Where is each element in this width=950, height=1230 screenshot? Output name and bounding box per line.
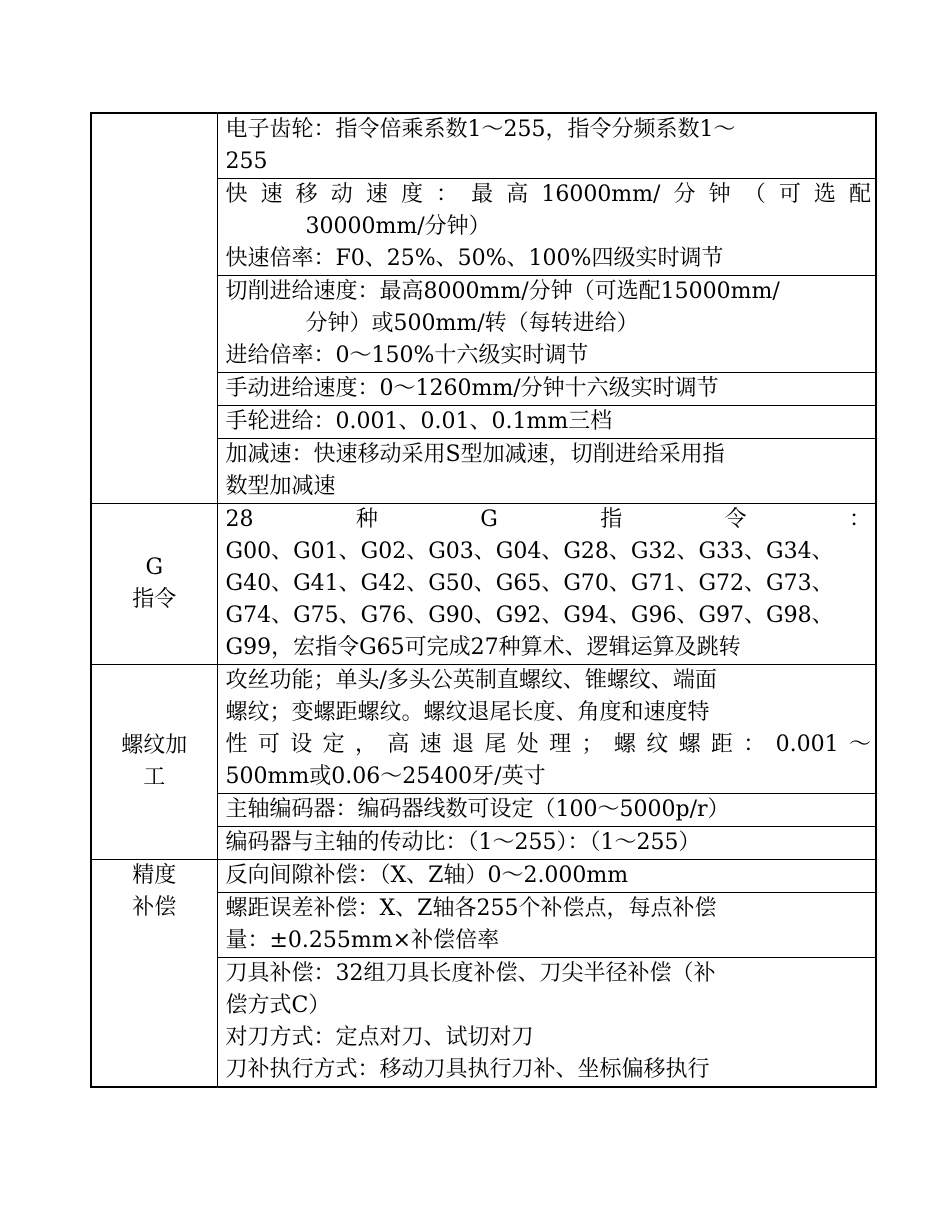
- spec-cell: 编码器与主轴的传动比：（1～255）：（1～255）: [217, 827, 876, 860]
- spec-cell: 反向间隙补偿：（X、Z轴）0～2.000mm: [217, 860, 876, 893]
- spec-cell: 攻丝功能；单头/多头公英制直螺纹、锥螺纹、端面 螺纹；变螺距螺纹。螺纹退尾长度、角度和速度特 性可设定，高速退尾处理；螺纹螺距：0.001～ 500mm或0.06～25400牙/英寸: [217, 665, 876, 794]
- spec-cell: 28 种 G 指 令 ： G00、G01、G02、G03、G04、G28、G32、G33、G34、 G40、G41、G42、G50、G65、G70、G71、G72、G73、 G74、G75、G76、G90、G92、G94、G96、G97、G98、 G99，宏指令G65可完成27种算术、逻辑运算及跳转: [217, 504, 876, 665]
- spec-cell: 刀具补偿：32组刀具长度补偿、刀尖半径补偿（补 偿方式C） 对刀方式：定点对刀、试切对刀 刀补执行方式：移动刀具执行刀补、坐标偏移执行: [217, 958, 876, 1088]
- table-row: [91, 113, 876, 179]
- category-cell: [91, 113, 217, 504]
- spec-cell: 加减速：快速移动采用S型加减速，切削进给采用指 数型加减速: [217, 439, 876, 504]
- spec-cell: 手轮进给：0.001、0.01、0.1mm三档: [217, 406, 876, 439]
- spec-cell: 手动进给速度：0～1260mm/分钟十六级实时调节: [217, 373, 876, 406]
- table-row: [91, 665, 876, 794]
- category-cell-g-code: G 指令: [91, 504, 217, 665]
- spec-table: [90, 112, 877, 1088]
- table-row: [91, 504, 876, 665]
- category-cell-precision: 精度 补偿: [91, 860, 217, 1088]
- spec-cell: 主轴编码器：编码器线数可设定（100～5000p/r）: [217, 794, 876, 827]
- spec-cell: 电子齿轮：指令倍乘系数1～255，指令分频系数1～ 255: [217, 113, 876, 179]
- spec-cell: 切削进给速度：最高8000mm/分钟（可选配15000mm/ 分钟）或500mm/转（每转进给） 进给倍率：0～150%十六级实时调节: [217, 276, 876, 373]
- spec-cell: 快速移动速度：最高16000mm/分钟（可选配 30000mm/分钟） 快速倍率：F0、25%、50%、100%四级实时调节: [217, 179, 876, 276]
- category-cell-threading: 螺纹加 工: [91, 665, 217, 860]
- spec-cell: 螺距误差补偿：X、Z轴各255个补偿点，每点补偿 量：±0.255mm×补偿倍率: [217, 893, 876, 958]
- table-row: [91, 860, 876, 893]
